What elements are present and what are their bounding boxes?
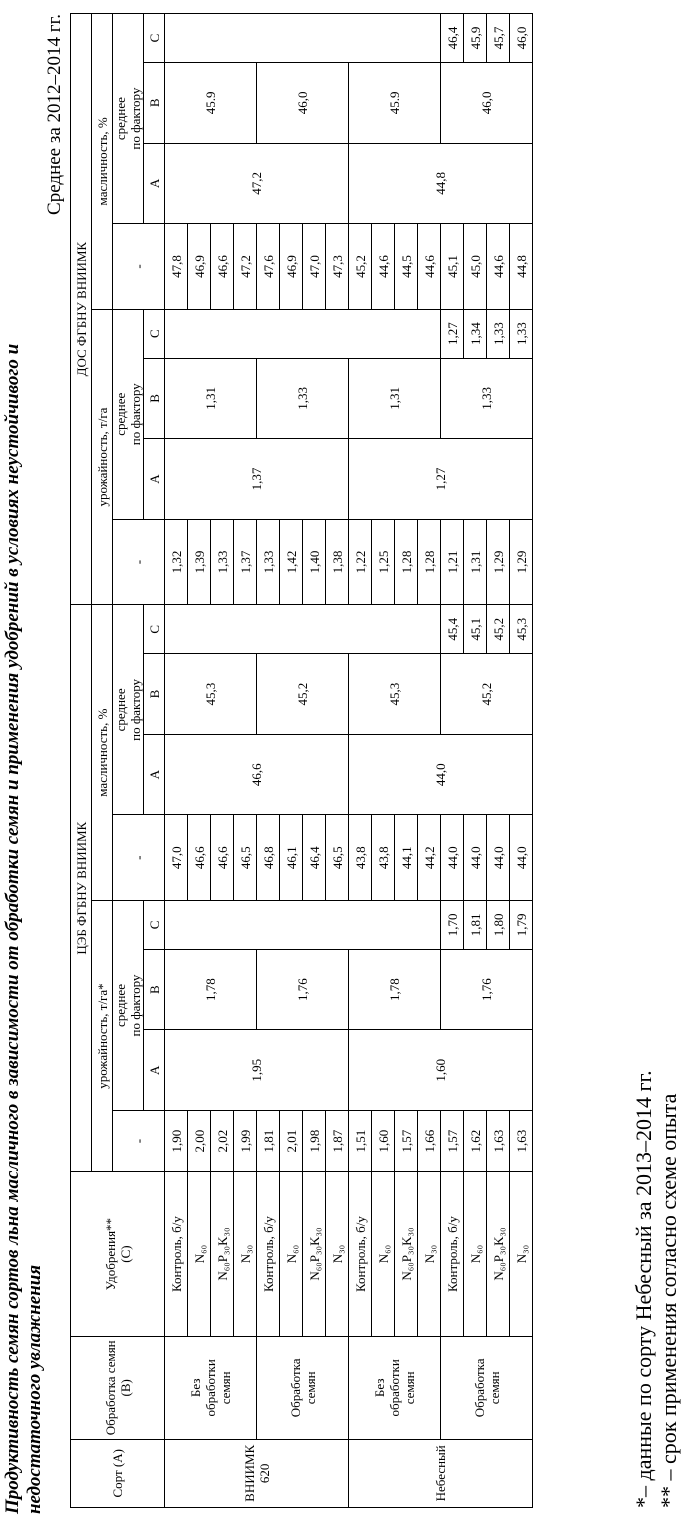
header-variety: Сорт (А) xyxy=(71,1439,165,1507)
value-cell: 46,6 xyxy=(188,815,211,901)
value-cell: 1,37 xyxy=(234,519,257,605)
header-factor-average: среднее по фактору xyxy=(113,900,144,1110)
header-factor-c: С xyxy=(144,14,165,63)
value-cell: 43,8 xyxy=(372,815,395,901)
factor-b-cell: 45,3 xyxy=(349,654,441,735)
value-cell: 1,38 xyxy=(326,519,349,605)
value-cell: 1,32 xyxy=(165,519,188,605)
value-cell: 2,01 xyxy=(280,1111,303,1172)
header-factor-a: А xyxy=(144,439,165,520)
value-cell: 1,62 xyxy=(464,1111,487,1172)
results-table xyxy=(70,13,533,1508)
table-row xyxy=(165,14,188,1508)
value-cell: 44,0 xyxy=(441,815,464,901)
value-cell: 44,0 xyxy=(464,815,487,901)
factor-c-cell: 1,79 xyxy=(510,900,533,949)
factor-b-cell: 1,31 xyxy=(349,358,441,439)
factor-c-cell: 1,33 xyxy=(487,309,510,358)
treatment-cell: Без обработки семян xyxy=(165,1337,257,1440)
value-cell: 47,0 xyxy=(165,815,188,901)
factor-a-cell: 47,2 xyxy=(165,143,349,224)
factor-b-cell: 1,78 xyxy=(165,949,257,1030)
header-factor-b: В xyxy=(144,654,165,735)
fertilizer-cell: N₆₀ xyxy=(188,1172,211,1337)
fertilizer-cell: Контроль, б/у xyxy=(441,1172,464,1337)
fertilizer-cell: N₆₀P₃₀K₃₀ xyxy=(211,1172,234,1337)
factor-c-cell: 1,70 xyxy=(441,900,464,949)
factor-c-empty xyxy=(165,900,441,949)
header-oil-1: масличность, % xyxy=(92,605,113,901)
value-cell: 1,51 xyxy=(349,1111,372,1172)
value-cell: 1,39 xyxy=(188,519,211,605)
value-cell: 44,6 xyxy=(372,224,395,310)
fertilizer-cell: Контроль, б/у xyxy=(165,1172,188,1337)
factor-b-cell: 46,0 xyxy=(441,63,533,144)
value-cell: 1,28 xyxy=(418,519,441,605)
fertilizer-cell: Контроль, б/у xyxy=(349,1172,372,1337)
value-cell: 1,40 xyxy=(303,519,326,605)
value-cell: 1,31 xyxy=(464,519,487,605)
value-cell: 1,66 xyxy=(418,1111,441,1172)
value-cell: 45,0 xyxy=(464,224,487,310)
value-cell: 46,9 xyxy=(280,224,303,310)
factor-a-cell: 44,8 xyxy=(349,143,533,224)
factor-c-empty xyxy=(165,14,441,63)
fertilizer-cell: N₃₀ xyxy=(510,1172,533,1337)
factor-b-cell: 1,76 xyxy=(441,949,533,1030)
value-cell: 2,02 xyxy=(211,1111,234,1172)
header-factor-b: В xyxy=(144,63,165,144)
factor-c-cell: 1,33 xyxy=(510,309,533,358)
factor-a-cell: 1,27 xyxy=(349,439,533,520)
factor-c-cell: 46,4 xyxy=(441,14,464,63)
variety-cell: Небесный xyxy=(349,1439,533,1507)
value-cell: 1,87 xyxy=(326,1111,349,1172)
page-title: Продуктивность семян сортов льна масличного в зависимости от обработки семян и применения удобрений в условиях неустойчивого и недостаточного увлажнения xyxy=(2,343,45,1514)
header-factor-a: А xyxy=(144,734,165,815)
factor-b-cell: 1,76 xyxy=(257,949,349,1030)
value-cell: 44,1 xyxy=(395,815,418,901)
header-factor-average: среднее по фактору xyxy=(113,309,144,519)
fertilizer-cell: N₃₀ xyxy=(418,1172,441,1337)
header-dash: - xyxy=(113,519,165,605)
factor-c-cell: 46,0 xyxy=(510,14,533,63)
fertilizer-cell: N₆₀ xyxy=(280,1172,303,1337)
value-cell: 1,57 xyxy=(441,1111,464,1172)
value-cell: 46,8 xyxy=(257,815,280,901)
value-cell: 44,6 xyxy=(487,224,510,310)
value-cell: 1,21 xyxy=(441,519,464,605)
value-cell: 44,0 xyxy=(510,815,533,901)
value-cell: 1,29 xyxy=(510,519,533,605)
factor-a-cell: 44,0 xyxy=(349,734,533,815)
factor-b-cell: 45,2 xyxy=(441,654,533,735)
treatment-cell: Обработка семян xyxy=(257,1337,349,1440)
fertilizer-cell: N₆₀P₃₀K₃₀ xyxy=(303,1172,326,1337)
value-cell: 2,00 xyxy=(188,1111,211,1172)
header-seed-treatment: Обработка семян (В) xyxy=(71,1337,165,1440)
table-row xyxy=(349,14,372,1508)
value-cell: 44,8 xyxy=(510,224,533,310)
value-cell: 46,1 xyxy=(280,815,303,901)
header-dash: - xyxy=(113,224,165,310)
value-cell: 1,33 xyxy=(257,519,280,605)
header-factor-a: А xyxy=(144,143,165,224)
value-cell: 44,6 xyxy=(418,224,441,310)
treatment-cell: Без обработки семян xyxy=(349,1337,441,1440)
fertilizer-cell: N₆₀ xyxy=(464,1172,487,1337)
header-factor-b: В xyxy=(144,949,165,1030)
value-cell: 46,6 xyxy=(211,815,234,901)
value-cell: 1,99 xyxy=(234,1111,257,1172)
factor-b-cell: 1,33 xyxy=(257,358,349,439)
value-cell: 1,29 xyxy=(487,519,510,605)
variety-cell: ВНИИМК 620 xyxy=(165,1439,349,1507)
header-factor-c: С xyxy=(144,900,165,949)
factor-b-cell: 46,0 xyxy=(257,63,349,144)
value-cell: 47,8 xyxy=(165,224,188,310)
header-factor-a: А xyxy=(144,1030,165,1111)
header-site-2: ДОС ФГБНУ ВНИИМК xyxy=(71,14,92,605)
header-oil-2: масличность, % xyxy=(92,14,113,310)
value-cell: 46,4 xyxy=(303,815,326,901)
factor-a-cell: 1,37 xyxy=(165,439,349,520)
factor-a-cell: 46,6 xyxy=(165,734,349,815)
factor-b-cell: 1,31 xyxy=(165,358,257,439)
value-cell: 46,5 xyxy=(234,815,257,901)
treatment-cell: Обработка семян xyxy=(441,1337,533,1440)
value-cell: 45,2 xyxy=(349,224,372,310)
header-factor-c: С xyxy=(144,309,165,358)
period-label: Среднее за 2012–2014 гг. xyxy=(44,14,65,215)
header-dash: - xyxy=(113,815,165,901)
value-cell: 1,81 xyxy=(257,1111,280,1172)
factor-b-cell: 45.9 xyxy=(165,63,257,144)
header-factor-average: среднее по фактору xyxy=(113,14,144,224)
value-cell: 43,8 xyxy=(349,815,372,901)
header-factor-c: С xyxy=(144,605,165,654)
fertilizer-cell: N₆₀ xyxy=(372,1172,395,1337)
value-cell: 44,0 xyxy=(487,815,510,901)
value-cell: 47,2 xyxy=(234,224,257,310)
factor-a-cell: 1,60 xyxy=(349,1030,533,1111)
header-yield-2: урожайность, т/га xyxy=(92,309,113,605)
value-cell: 1,63 xyxy=(487,1111,510,1172)
header-factor-average: среднее по фактору xyxy=(113,605,144,815)
value-cell: 47,3 xyxy=(326,224,349,310)
factor-c-cell: 45,4 xyxy=(441,605,464,654)
header-site-1: ЦЭБ ФГБНУ ВНИИМК xyxy=(71,605,92,1172)
header-dash: - xyxy=(113,1111,165,1172)
value-cell: 1,60 xyxy=(372,1111,395,1172)
factor-b-cell: 45,2 xyxy=(257,654,349,735)
footnote-2: ** – срок применения согласно схеме опыта xyxy=(656,1093,681,1508)
value-cell: 1,57 xyxy=(395,1111,418,1172)
value-cell: 47,6 xyxy=(257,224,280,310)
value-cell: 1,63 xyxy=(510,1111,533,1172)
value-cell: 1,98 xyxy=(303,1111,326,1172)
factor-c-cell: 45,9 xyxy=(464,14,487,63)
factor-c-cell: 1,80 xyxy=(487,900,510,949)
factor-b-cell: 45.9 xyxy=(349,63,441,144)
value-cell: 45,1 xyxy=(441,224,464,310)
factor-c-empty xyxy=(165,309,441,358)
factor-c-cell: 1,81 xyxy=(464,900,487,949)
value-cell: 44,5 xyxy=(395,224,418,310)
fertilizer-cell: N₃₀ xyxy=(326,1172,349,1337)
value-cell: 46,9 xyxy=(188,224,211,310)
factor-c-cell: 45,7 xyxy=(487,14,510,63)
factor-c-cell: 1,34 xyxy=(464,309,487,358)
value-cell: 47,0 xyxy=(303,224,326,310)
factor-a-cell: 1,95 xyxy=(165,1030,349,1111)
value-cell: 1,22 xyxy=(349,519,372,605)
factor-b-cell: 1,78 xyxy=(349,949,441,1030)
factor-c-cell: 45,2 xyxy=(487,605,510,654)
factor-c-empty xyxy=(165,605,441,654)
value-cell: 46,5 xyxy=(326,815,349,901)
value-cell: 44,2 xyxy=(418,815,441,901)
value-cell: 46,6 xyxy=(211,224,234,310)
fertilizer-cell: Контроль, б/у xyxy=(257,1172,280,1337)
header-yield-1: урожайность, т/га* xyxy=(92,900,113,1171)
factor-c-cell: 1,27 xyxy=(441,309,464,358)
value-cell: 1,42 xyxy=(280,519,303,605)
header-fertilizer: Удобрения** (С) xyxy=(71,1172,165,1337)
factor-b-cell: 45,3 xyxy=(165,654,257,735)
value-cell: 1,25 xyxy=(372,519,395,605)
factor-c-cell: 45,3 xyxy=(510,605,533,654)
fertilizer-cell: N₆₀P₃₀K₃₀ xyxy=(487,1172,510,1337)
header-factor-b: В xyxy=(144,358,165,439)
value-cell: 1,90 xyxy=(165,1111,188,1172)
fertilizer-cell: N₆₀P₃₀K₃₀ xyxy=(395,1172,418,1337)
fertilizer-cell: N₃₀ xyxy=(234,1172,257,1337)
value-cell: 1,33 xyxy=(211,519,234,605)
footnote-1: *– данные по сорту Небесный за 2013–2014 гг. xyxy=(631,1070,656,1508)
factor-c-cell: 45,1 xyxy=(464,605,487,654)
factor-b-cell: 1,33 xyxy=(441,358,533,439)
value-cell: 1,28 xyxy=(395,519,418,605)
